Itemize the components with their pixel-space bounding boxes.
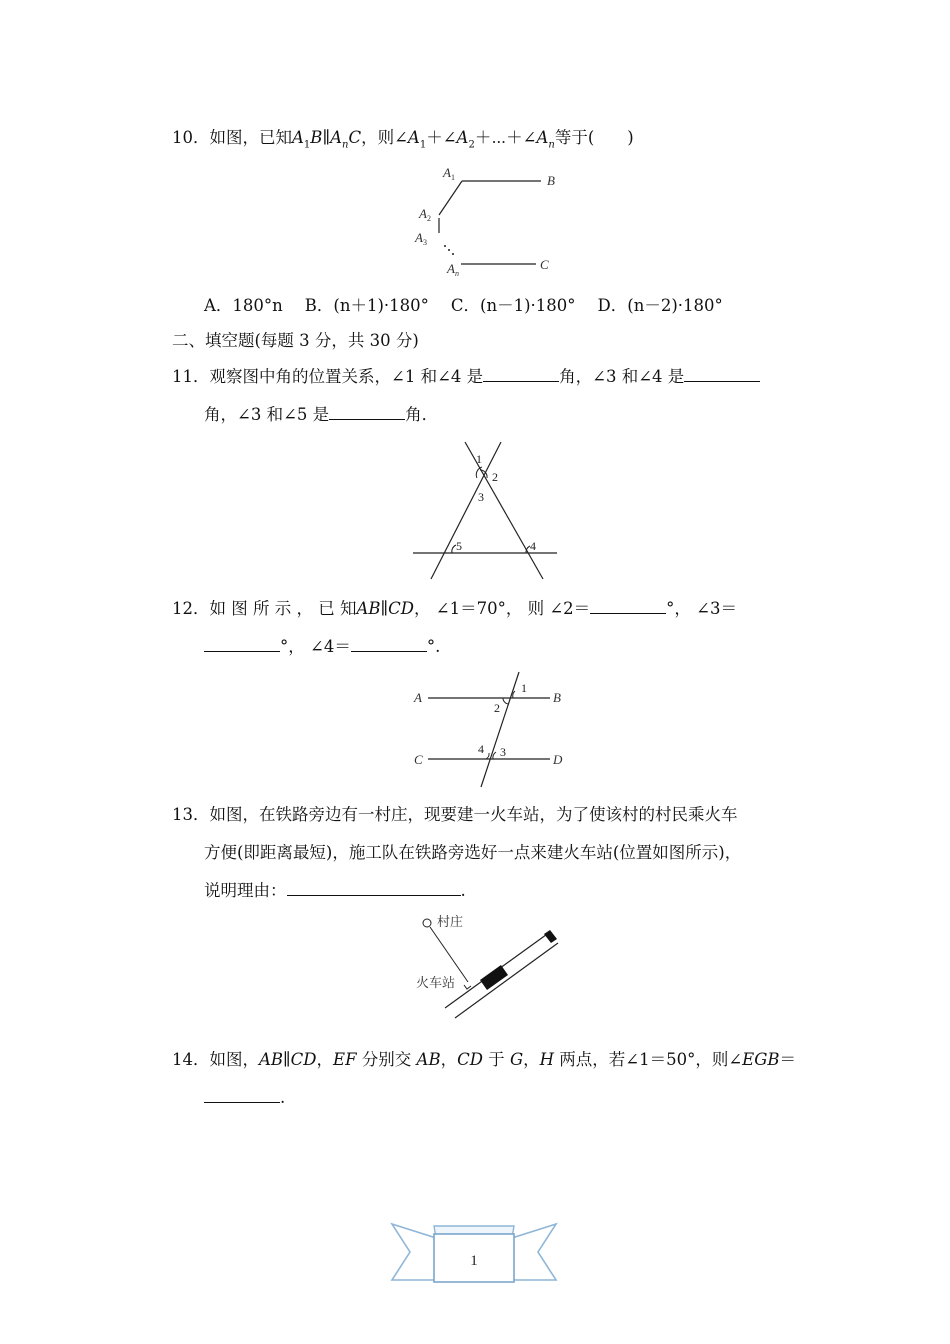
q12-blank-3 (351, 635, 427, 652)
fig11-label-4: 4 (530, 539, 536, 553)
q12-line-2: °， ∠4＝ °. (204, 635, 440, 659)
q10-option-d: D．(n－2)·180° (597, 296, 723, 315)
q13-number: 13． (172, 805, 210, 824)
q11-blank-3 (329, 403, 405, 420)
page-number: 1 (470, 1253, 478, 1269)
fig10-label-A1: $A_1$ (443, 165, 455, 182)
q12-blank-1 (590, 597, 666, 614)
fig10-label-B: B (547, 173, 555, 188)
page-number-ribbon (390, 1218, 558, 1288)
q14-number: 14． (172, 1050, 210, 1069)
q10-line: 10．如图，已知$A_1B\parallel A_nC$，则$\angle A_1+\angle A_2+\cdots+\angle A_n$等于( ) (172, 128, 634, 151)
fig12-label-4: 4 (478, 742, 484, 756)
fig13-label-station: 火车站 (416, 975, 456, 990)
q13-line-2: 方便(即距离最短)，施工队在铁路旁选好一点来建火车站(位置如图所示)， (204, 843, 742, 862)
q10-options (204, 294, 745, 318)
q10-figure (405, 160, 575, 285)
q11-blank-2 (684, 365, 760, 382)
q14-line-2: . (204, 1086, 285, 1110)
q12-blank-2 (204, 635, 280, 652)
q12-figure (408, 670, 568, 790)
section-2-title: 二、填空题(每题 3 分，共 30 分) (172, 331, 419, 350)
q10-option-a: A．180°n (204, 296, 283, 315)
q11-figure (410, 440, 560, 582)
fig10-label-C: C (540, 257, 549, 272)
q13-figure (410, 908, 560, 1020)
q11-line-2: 角，∠3 和∠5 是 角． (204, 405, 439, 424)
fig12-label-1: 1 (521, 681, 527, 695)
fig11-label-2: 2 (492, 470, 498, 484)
fig11-label-5: 5 (456, 539, 462, 553)
q12-number: 12． (172, 599, 210, 618)
q13-line-3: 说明理由： . (204, 881, 466, 900)
q13-line-1: 13．如图，在铁路旁边有一村庄，现要建一火车站，为了使该村的村民乘火车 (172, 805, 738, 824)
fig11-label-1: 1 (476, 452, 482, 466)
q13-blank (287, 879, 461, 896)
fig11-label-3: 3 (478, 490, 484, 504)
fig12-label-A: A (414, 690, 422, 705)
fig12-label-3: 3 (500, 745, 506, 759)
q11-number: 11． (172, 367, 210, 386)
fig10-label-An: $A_n$ (447, 261, 459, 278)
q14-blank (204, 1086, 280, 1103)
q10-option-c: C．(n－1)·180° (450, 296, 576, 315)
fig10-label-A2: $A_2$ (419, 206, 431, 223)
q11-line-1: 11．观察图中角的位置关系，∠1 和∠4 是 角，∠3 和∠4 是 (172, 365, 760, 389)
q10-number: 10． (172, 128, 210, 147)
fig12-label-B: B (553, 690, 561, 705)
fig13-label-village: 村庄 (437, 914, 464, 929)
fig12-label-C: C (414, 752, 423, 767)
q10-option-b: B．(n＋1)·180° (304, 296, 429, 315)
fig10-label-A3: $A_3$ (415, 230, 427, 247)
q14-line-1: 14．如图，AB∥CD，EF 分别交 AB，CD 于 G，H 两点，若∠1＝50°，则∠EGB＝ (172, 1050, 797, 1069)
fig12-label-D: D (553, 752, 563, 767)
fig12-label-2: 2 (494, 701, 500, 715)
q11-blank-1 (483, 365, 559, 382)
q12-line-1: 12．如 图 所 示 ， 已 知AB∥CD， ∠1＝70°， 则 ∠2＝ °， ∠3＝ (172, 599, 737, 618)
